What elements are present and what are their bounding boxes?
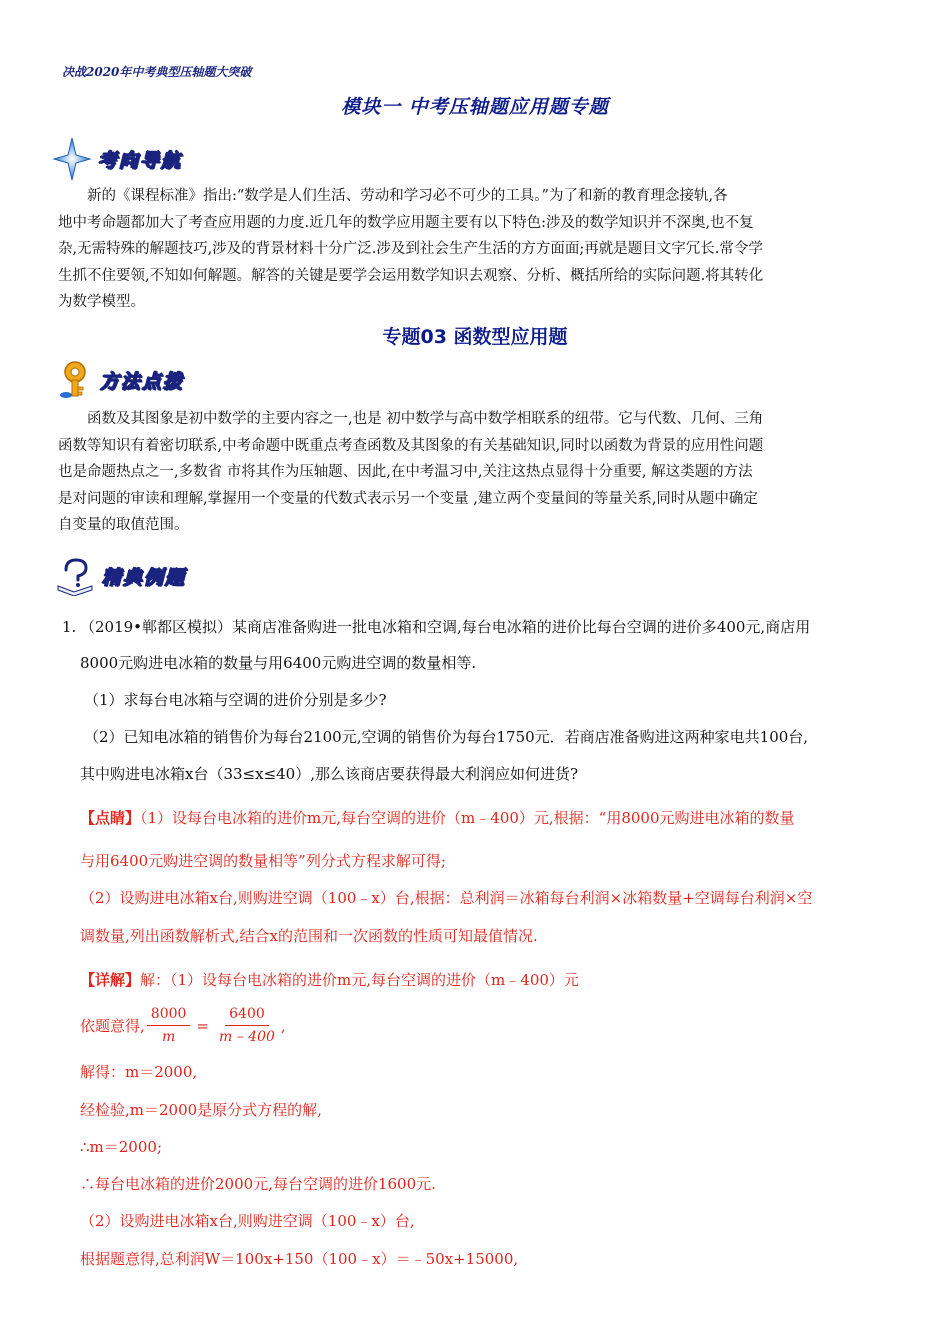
method-line: 函数及其图象是初中数学的主要内容之一,也是 初中数学与高中数学相联系的纽带。它与代数、几何、三角 (87, 411, 764, 427)
module-title: 模块一 中考压轴题应用题专题 (341, 96, 609, 118)
fraction-denominator: m (161, 1029, 176, 1045)
intro-line: 生抓不住要领,不知如何解题。解答的关键是要学会运用数学知识去观察、分析、概括所给的实际问题.将其转化 (58, 267, 764, 284)
section-label: 方法点拨 (100, 370, 185, 393)
equation-prefix: 依题意得, (80, 1016, 145, 1035)
intro-line: 地中考命题都加大了考查应用题的力度.近几年的数学应用题主要有以下特色:涉及的数学知识并不深奥,也不复 (58, 214, 754, 231)
method-line: 也是命题热点之一,多数省 市将其作为压轴题、因此,在中考温习中,关注这热点显得十分重要, 解这类题的方法 (58, 464, 753, 480)
fraction-numerator: 8000 (147, 1005, 191, 1026)
solution-line: 解得：m＝2000, (80, 1063, 198, 1081)
intro-paragraph (58, 183, 890, 316)
hint-text: 与用6400元购进空调的数量相等”列分式方程求解可得; (80, 852, 446, 870)
series-title: 决战2020年中考典型压轴题大突破 (62, 65, 252, 79)
equation-line (80, 1005, 286, 1046)
fraction-denominator: m – 400 (219, 1029, 275, 1045)
detail-text: 解：（1）设每台电冰箱的进价m元,每台空调的进价（m﹣400）元 (140, 971, 579, 989)
problem-part-1: （1）求每台电冰箱与空调的进价分别是多少? (84, 691, 387, 709)
method-paragraph (58, 406, 890, 539)
question-book-icon (54, 556, 96, 596)
solution-line: ∴每台电冰箱的进价2000元,每台空调的进价1600元. (80, 1175, 436, 1193)
compass-star-icon (52, 136, 92, 182)
topic-title: 专题03 函数型应用题 (382, 326, 568, 348)
key-icon (56, 360, 94, 400)
intro-line: 杂,无需特殊的解题技巧,涉及的背景材料十分广泛.涉及到社会生产生活的方方面面;再就是题目文字冗长.常令学 (58, 241, 763, 257)
problem-stem: 8000元购进电冰箱的数量与用6400元购进空调的数量相等. (80, 654, 477, 672)
hint-text: （1）设每台电冰箱的进价m元,每台空调的进价（m﹣400）元,根据：“用8000元购进电冰箱的数量 (140, 809, 795, 827)
hint-text: 调数量,列出函数解析式,结合x的范围和一次函数的性质可知最值情况. (80, 927, 538, 945)
hint-block (80, 808, 795, 828)
method-line: 自变量的取值范围。 (58, 517, 189, 533)
section-fangfa-header (56, 360, 184, 400)
intro-line: 为数学模型。 (58, 294, 145, 310)
fraction-numerator: 6400 (225, 1005, 269, 1026)
fraction-8000-over-m (147, 1005, 191, 1046)
hint-text: （2）设购进电冰箱x台,则购进空调（100﹣x）台,根据：总利润＝冰箱每台利润×冰箱数量+空调每台利润×空 (80, 889, 813, 907)
solution-line: 经检验,m＝2000是原分式方程的解, (80, 1101, 322, 1119)
equals-sign: = (196, 1016, 209, 1035)
equation-suffix: , (280, 1016, 286, 1035)
method-line: 是对问题的审读和理解,掌握用一个变量的代数式表示另一个变量 ,建立两个变量间的等量关系,同时从题中确定 (58, 490, 758, 507)
detail-block (80, 970, 579, 990)
problem-stem: （2019•郸都区模拟）某商店准备购进一批电冰箱和空调,每台电冰箱的进价比每台空调的进价多400元,商店用 (80, 618, 811, 636)
section-kaoxiang-header (52, 136, 182, 182)
problem-number: 1. (62, 618, 77, 636)
intro-line: 新的《课程标准》指出:“数学是人们生活、劳动和学习必不可少的工具。”为了和新的教育理念接轨,各 (87, 188, 728, 204)
solution-line: ∴m＝2000; (80, 1138, 162, 1156)
problem-part-2: 其中购进电冰箱x台（33≤x≤40）,那么该商店要获得最大利润应如何进货? (80, 765, 579, 783)
detail-tag: 【详解】 (80, 971, 141, 989)
method-line: 函数等知识有着密切联系,中考命题中既重点考查函数及其图象的有关基础知识,同时以函数为背景的应用性问题 (58, 437, 764, 454)
section-jingdian-header (54, 556, 186, 596)
hint-tag: 【点睛】 (80, 809, 141, 827)
section-label: 考向导航 (98, 149, 183, 172)
solution-line: （2）设购进电冰箱x台,则购进空调（100﹣x）台, (80, 1212, 415, 1230)
problem-part-2: （2）已知电冰箱的销售价为每台2100元,空调的销售价为每台1750元．若商店准备购进这两种家电共100台, (84, 728, 809, 746)
solution-line: 根据题意得,总利润W＝100x+150（100﹣x）＝﹣50x+15000, (80, 1250, 519, 1268)
section-label: 精典例题 (102, 566, 187, 589)
fraction-6400-over-m-minus-400 (215, 1005, 279, 1046)
